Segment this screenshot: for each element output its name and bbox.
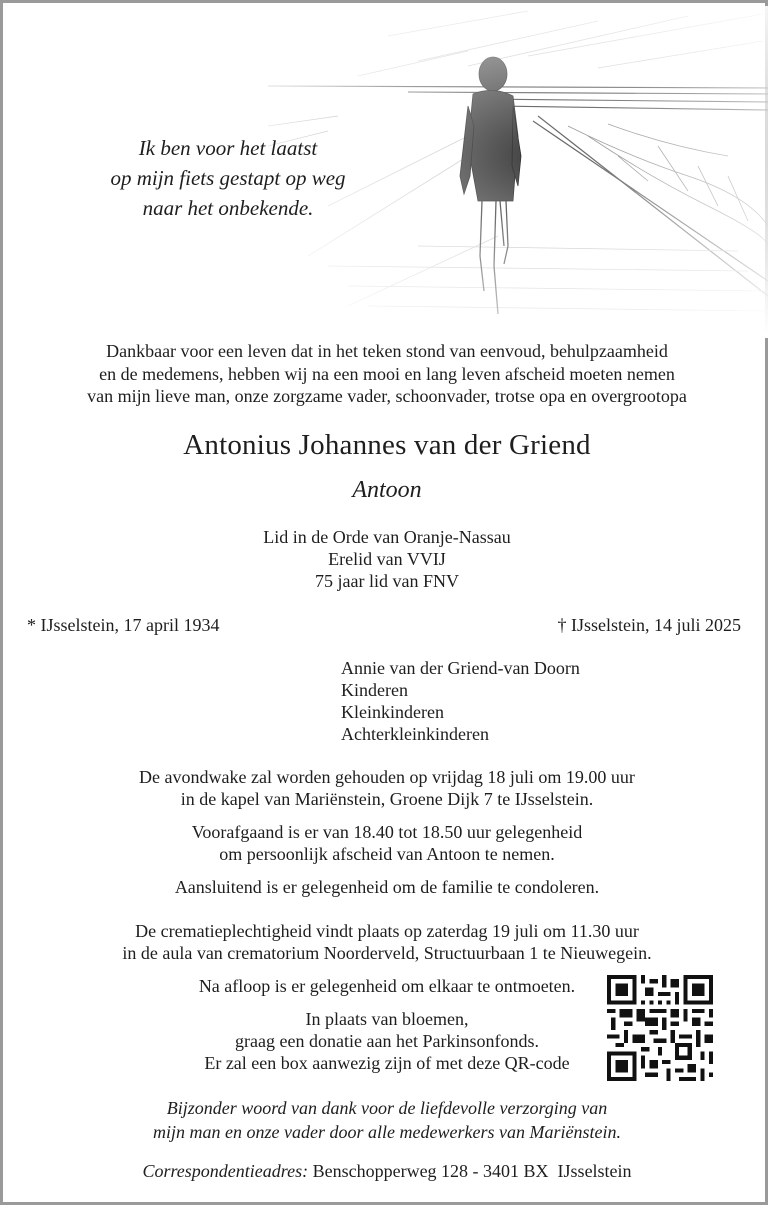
afterwards-info: Na afloop is er gelegenheid om elkaar te ontmoeten. <box>198 976 576 996</box>
poem-line: op mijn fiets gestapt op weg <box>110 166 346 190</box>
family-member: Kleinkinderen <box>341 702 444 722</box>
farewell-line: om persoonlijk afscheid van Antoon te nemen. <box>219 844 555 864</box>
address-label: Correspondentieadres: <box>142 1161 309 1181</box>
deceased-full-name: Antonius Johannes van der Griend <box>183 429 591 461</box>
honor-item: 75 jaar lid van FNV <box>315 571 459 591</box>
cremation-line: De crematieplechtigheid vindt plaats op zaterdag 19 juli om 11.30 uur <box>135 921 639 941</box>
address-value: Benschopperweg 128 - 3401 BX IJsselstein <box>308 1161 632 1181</box>
donation-line: Er zal een box aanwezig zijn of met deze QR-code <box>204 1053 570 1073</box>
cremation-line: in de aula van crematorium Noorderveld, Structuurbaan 1 te Nieuwegein. <box>122 943 652 963</box>
donation-line: In plaats van bloemen, <box>305 1009 469 1029</box>
vigil-info <box>3 766 768 810</box>
donation-line: graag een donatie aan het Parkinsonfonds. <box>235 1031 539 1051</box>
intro-text <box>3 340 768 408</box>
intro-line: Dankbaar voor een leven dat in het teken stond van eenvoud, behulpzaamheid <box>106 341 668 361</box>
condolence-info: Aansluitend is er gelegenheid om de familie te condoleren. <box>174 877 600 897</box>
thanks-line: Bijzonder woord van dank voor de liefdevolle verzorging van <box>166 1098 608 1118</box>
farewell-line: Voorafgaand is er van 18.40 tot 18.50 uur gelegenheid <box>191 822 583 842</box>
honors-list <box>3 526 768 592</box>
poem-line: Ik ben voor het laatst <box>138 136 318 160</box>
birth-date: * IJsselstein, 17 april 1934 <box>27 615 220 635</box>
intro-line: en de medemens, hebben wij na een mooi en lang leven afscheid moeten nemen <box>99 363 675 384</box>
cremation-info <box>3 920 768 964</box>
farewell-info <box>3 821 768 865</box>
honor-item: Lid in de Orde van Oranje-Nassau <box>263 527 511 547</box>
family-member: Annie van der Griend-van Doorn <box>341 658 580 678</box>
deceased-nickname: Antoon <box>352 477 422 503</box>
family-member: Kinderen <box>341 680 408 700</box>
honor-item: Erelid van VVIJ <box>328 549 446 569</box>
vigil-line: De avondwake zal worden gehouden op vrijdag 18 juli om 19.00 uur <box>139 767 635 787</box>
qr-code-icon[interactable] <box>607 975 713 1081</box>
poem-quote <box>63 133 393 223</box>
death-date: † IJsselstein, 14 juli 2025 <box>557 615 741 635</box>
family-list <box>341 657 580 745</box>
poem-line: naar het onbekende. <box>142 196 314 220</box>
family-member: Achterkleinkinderen <box>341 724 489 744</box>
correspondence-address <box>3 1159 768 1183</box>
thanks-note <box>3 1096 768 1144</box>
intro-line: van mijn lieve man, onze zorgzame vader, schoonvader, trotse opa en overgrootopa <box>87 386 687 406</box>
vigil-line: in de kapel van Mariënstein, Groene Dijk 7 te IJsselstein. <box>180 789 594 809</box>
thanks-line: mijn man en onze vader door alle medewerkers van Mariënstein. <box>153 1122 621 1142</box>
